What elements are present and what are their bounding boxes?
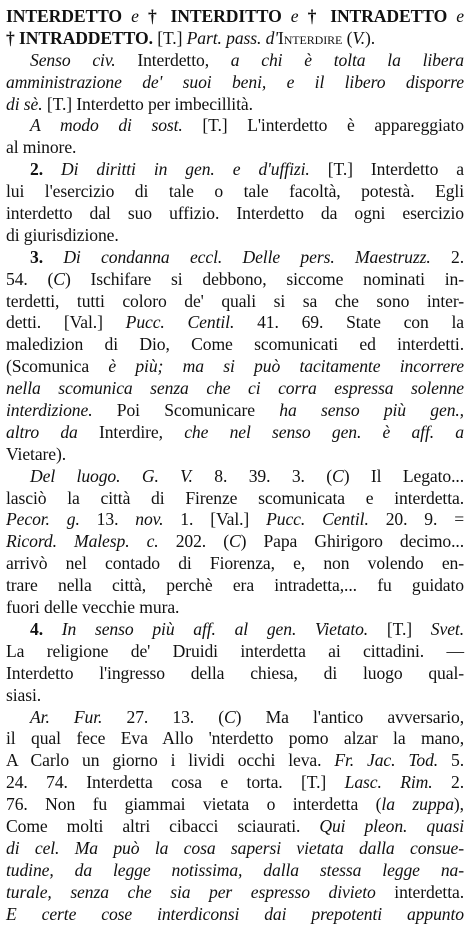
text-segment: Interdire,: [77, 421, 185, 442]
text-segment: Qui pleon. quasi: [319, 815, 464, 836]
text-segment: 13.: [79, 509, 136, 530]
text-segment: che nel senso gen. è aff. a: [184, 421, 465, 442]
text-line: [6, 6, 464, 28]
text-line: [6, 772, 464, 794]
text-segment: Di condanna eccl. Delle pers. Maestruzz.: [43, 246, 431, 267]
text-segment: Vietare).: [6, 443, 67, 464]
text-segment: [T.] Interdetto per imbecillità.: [42, 93, 253, 114]
text-line: [6, 137, 464, 159]
text-line: [6, 247, 464, 269]
text-line: [6, 488, 464, 510]
text-segment: la zuppa: [381, 794, 454, 815]
text-segment: al minore.: [6, 137, 77, 158]
text-segment: 2.: [30, 159, 43, 180]
text-segment: Ar. Fur.: [30, 706, 103, 727]
text-segment: C: [53, 268, 65, 289]
text-segment: altro da: [6, 421, 78, 442]
text-segment: (: [342, 27, 353, 48]
text-segment: ).: [365, 27, 376, 48]
text-segment: E certe cose interdiconsi dai prepotenti appunto: [6, 903, 464, 924]
text-segment: 54. (: [6, 268, 54, 289]
text-segment: INTERDETTO: [6, 6, 123, 26]
text-segment: fuori delle vecchie mura.: [6, 597, 180, 618]
text-line: [6, 115, 464, 137]
text-segment: C: [332, 465, 344, 486]
text-line: [6, 882, 464, 904]
text-segment: 76. Non fu giammai vietata o interdetta (: [6, 794, 382, 815]
text-segment: ) Ma l'antico avversario,: [235, 706, 464, 727]
text-segment: A modo di sost.: [30, 115, 183, 136]
text-line: [6, 291, 464, 313]
text-line: [6, 553, 464, 575]
text-segment: a chi è tolta la libera: [230, 49, 464, 70]
text-segment: [T.] L'interdetto è appareggiato: [182, 115, 464, 136]
text-segment: 2.: [430, 246, 465, 267]
text-segment: ha senso più gen.,: [279, 400, 464, 421]
text-segment: maledizion di Dio, Come scomunicati ed interdetti.: [6, 334, 464, 355]
text-segment: interdizione.: [6, 400, 93, 421]
text-segment: e: [281, 6, 308, 26]
text-segment: ) Ischifare si debbono, siccome nominati in-: [64, 268, 464, 289]
text-segment: 20. 9. =: [368, 509, 465, 530]
text-line: [6, 269, 464, 291]
text-segment: 41. 69. State con la: [234, 312, 465, 333]
text-line: [6, 466, 464, 488]
text-segment: Ricord. Malesp. c.: [6, 531, 159, 552]
text-segment: di giurisdizione.: [6, 224, 119, 245]
text-segment: Interdetto,: [115, 49, 231, 70]
text-segment: C: [224, 706, 236, 727]
text-segment: Poi Scomunicare: [92, 400, 280, 421]
text-segment: Svet.: [430, 618, 464, 639]
text-line: [6, 860, 464, 882]
text-line: [6, 750, 464, 772]
text-segment: La religione de' Druidi interdetta ai cittadini. —: [6, 640, 464, 661]
text-segment: terdetti, tutti coloro de' quali si sa che sono inter-: [6, 290, 464, 311]
text-segment: A Carlo un giorno i lividi occhi leva.: [6, 750, 335, 771]
text-segment: 4.: [30, 618, 43, 639]
text-segment: Come molti altri cibacci sciaurati.: [6, 815, 320, 836]
text-line: [6, 619, 464, 641]
text-line: [6, 794, 464, 816]
text-segment: 27. 13. (: [102, 706, 225, 727]
text-segment: 2.: [432, 772, 464, 793]
text-line: [6, 531, 464, 553]
text-segment: Interdire: [277, 27, 343, 48]
text-segment: Pucc. Centil.: [266, 509, 369, 530]
text-line: [6, 94, 464, 116]
text-line: [6, 422, 464, 444]
text-line: [6, 72, 464, 94]
text-line: [6, 203, 464, 225]
text-line: [6, 641, 464, 663]
text-segment: e: [447, 6, 464, 26]
text-line: [6, 509, 464, 531]
text-line: [6, 50, 464, 72]
text-line: [6, 904, 464, 925]
text-segment: † INTERDITTO: [147, 6, 282, 26]
text-segment: [T.]: [152, 27, 187, 48]
text-segment: † INTRADETTO: [307, 6, 448, 26]
text-segment: interdetto dal suo uffizio. Interdetto da ogni esercizio: [6, 203, 464, 224]
text-line: [6, 334, 464, 356]
text-segment: nella scomunica senza che ci corra espressa solenne: [6, 378, 464, 399]
text-line: [6, 356, 464, 378]
text-segment: lui l'esercizio di tale o tale facoltà, potestà. Egli: [6, 181, 464, 202]
text-segment: (Scomunica: [6, 356, 109, 377]
text-line: [6, 400, 464, 422]
text-segment: V.: [352, 27, 366, 48]
text-segment: Fr. Jac. Tod.: [334, 750, 439, 771]
text-segment: è più; ma si può tacitamente incorrere: [108, 356, 464, 377]
text-line: [6, 597, 464, 619]
text-segment: nov.: [135, 509, 164, 530]
text-line: [6, 181, 464, 203]
text-segment: e: [122, 6, 148, 26]
text-segment: [T.]: [368, 618, 431, 639]
text-segment: siasi.: [6, 684, 42, 705]
text-line: [6, 575, 464, 597]
text-segment: Lasc. Rim.: [344, 772, 433, 793]
text-segment: In senso più aff. al gen. Vietato.: [43, 618, 369, 639]
text-line: [6, 378, 464, 400]
text-segment: di cel. Ma può la cosa sapersi vietata dalla consue-: [6, 837, 464, 858]
text-segment: 8. 39. 3. (: [192, 465, 333, 486]
text-segment: detti. [Val.]: [6, 312, 126, 333]
text-segment: 3.: [30, 246, 43, 267]
text-segment: C: [228, 531, 241, 552]
text-segment: ) Papa Ghirigoro decimo...: [240, 531, 465, 552]
text-line: [6, 444, 464, 466]
text-line: [6, 816, 464, 838]
text-line: [6, 707, 464, 729]
text-segment: lasciò la città di Firenze scomunicata e interdetta.: [6, 487, 464, 508]
text-segment: 24. 74. Interdetta cosa e torta. [T.]: [6, 772, 345, 793]
text-line: [6, 159, 464, 181]
text-segment: tudine, da legge notissima, dalla stessa legge na-: [6, 859, 464, 880]
text-segment: 1. [Val.]: [163, 509, 267, 530]
text-segment: ) Il Legato...: [343, 465, 465, 486]
text-segment: arrivò nel contado di Fiorenza, e, non volendo en-: [6, 553, 464, 574]
text-line: [6, 838, 464, 860]
text-segment: Pecor. g.: [6, 509, 80, 530]
text-segment: Del luogo. G. V.: [30, 465, 193, 486]
text-segment: di sè.: [6, 93, 43, 114]
text-segment: amministrazione de' suoi beni, e il libero disporre: [6, 71, 464, 92]
text-segment: 5.: [438, 750, 464, 771]
text-segment: Senso civ.: [30, 49, 116, 70]
text-line: [6, 225, 464, 247]
text-line: [6, 663, 464, 685]
text-segment: ),: [453, 794, 464, 815]
text-segment: Pucc. Centil.: [125, 312, 235, 333]
text-segment: Interdetto l'ingresso della chiesa, di luogo qual-: [6, 662, 464, 683]
text-segment: interdetta.: [375, 881, 465, 902]
text-segment: [T.] Interdetto a: [309, 159, 464, 180]
text-segment: il qual fece Eva Allo 'nterdetto pomo alzar la mano,: [6, 728, 464, 749]
text-segment: † INTRADDETTO.: [6, 27, 153, 48]
text-segment: trare nella città, perchè era intradetta,... fu guidato: [6, 575, 464, 596]
text-segment: 202. (: [158, 531, 229, 552]
text-line: [6, 28, 464, 50]
text-segment: Part. pass. d': [186, 27, 278, 48]
text-line: [6, 685, 464, 707]
text-segment: Di diritti in gen. e d'uffizi.: [43, 159, 310, 180]
text-segment: turale, senza che sia per espresso divieto: [6, 881, 376, 902]
text-line: [6, 728, 464, 750]
text-line: [6, 312, 464, 334]
